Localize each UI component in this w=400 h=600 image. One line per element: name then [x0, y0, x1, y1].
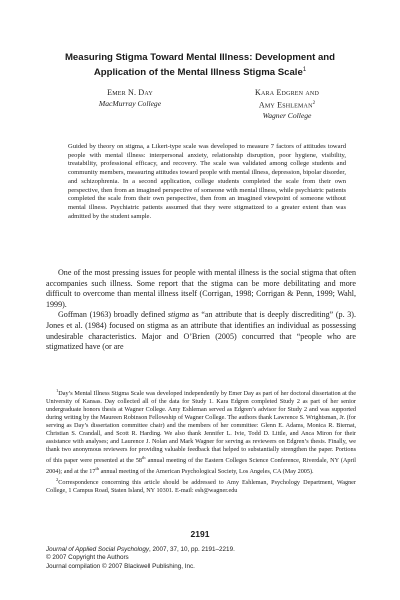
- body-paragraph-2: [46, 310, 356, 352]
- footnote-2: [46, 476, 356, 495]
- footnote-1-text-mid: annual meeting of the Eastern Colleges Science Conference, Riverdale, NY (April 2004); and at the 17: [46, 456, 357, 475]
- author-footnote-mark: 2: [312, 100, 316, 106]
- body-paragraph-2-start: Goffman (1963) broadly defined: [58, 310, 168, 320]
- journal-name: Journal of Applied Social Psychology: [46, 546, 150, 553]
- page-number: 2191: [190, 529, 210, 539]
- compilation-line: Journal compilation © 2007 Blackwell Publishing, Inc.: [46, 562, 195, 570]
- author-block-right: [222, 88, 352, 121]
- abstract: [68, 143, 346, 221]
- copyright-line: © 2007 Copyright the Authors: [46, 554, 129, 562]
- title-line-2-text: Application of the Mental Illness Stigma Scale: [93, 67, 303, 79]
- footnote-2-mark: 2: [56, 476, 59, 482]
- author-name-day: Emer N. Day: [107, 88, 153, 97]
- footnotes: [46, 387, 356, 495]
- author-name-eshleman: Amy Eshleman: [258, 100, 313, 110]
- author-institution-wagner: Wagner College: [262, 110, 312, 120]
- author-block-left: [70, 88, 190, 109]
- journal-citation-details: , 2007, 37, 10, pp. 2191–2219.: [149, 546, 235, 553]
- footnote-2-text: Correspondence concerning this article should be addressed to Amy Eshleman, Psychology Department, Wagner College, 1 Campus Road, Staten Island, NY 10301. E-mail: esh@wagner.edu: [46, 478, 356, 494]
- footnote-1-ordinal-b: th: [95, 465, 100, 471]
- title-line-2: [40, 64, 360, 79]
- author-name-eshleman-line: [222, 99, 352, 111]
- term-stigma: stigma: [167, 310, 190, 320]
- abstract-text: Guided by theory on stigma, a Likert-type scale was developed to measure 7 factors of attitudes toward people with mental illness: interpersonal anxiety, relationship disruption, poor hygiene, visibility, treatability, professional efficacy, and recovery. The scale was validated among college students and community members, measuring attitudes toward people with mental illness, depression, bipolar disorder, and schizophrenia. In a second application, college students completed the scale from their own perspective, then from an imagined perspective of someone with mental illness, while psychiatric patients completed the scale from their own perspective, then from an imagined viewpoint of someone without mental illness. Psychiatric patients assumed that they were stigmatized to a greater extent than was admitted by the student sample.: [68, 143, 346, 220]
- footnote-1-text: Day’s Mental Illness Stigma Scale was developed independently by Emer Day as part of her doctoral dissertation at the University of Kansas. Day collected all of the data for Study 1. Kara Edgren completed Study 2 as part of her senior undergraduate honors thesis at Wagner College. Amy Eshleman served as Edgren’s advisor for Study 2 and was supported during writing by the Maureen Robinson Fellowship of Wagner College. The authors thank Lawrence S. Wrightsman, Jr. (for serving as Day’s dissertation committee chair) and the members of her committee: Glenn E. Adams, Monica R. Biernat, Christian S. Crandall, and Scott R. Harding. We also thank Jennifer L. Ivie, Todd D. Little, and Anca Miron for their assistance with analyses; and Laurence J. Nolan and Mark Wagner for serving as reviewers on Edgren’s thesis. Finally, we thank two anonymous reviewers for providing valuable feedback that helped to substantially strengthen the paper. Portions of this paper were presented at the 58: [46, 390, 356, 464]
- footnote-1-mark: 1: [56, 388, 59, 393]
- footnote-1-ordinal-a: th: [142, 454, 146, 460]
- footnote-1: [46, 387, 356, 476]
- body-text: [46, 268, 356, 353]
- article-title: [40, 52, 360, 79]
- author-name-edgren: Kara Edgren and: [255, 88, 319, 97]
- title-footnote-mark: 1: [302, 67, 307, 73]
- journal-info: [46, 546, 366, 571]
- footnote-1-text-end: annual meeting of the American Psychological Society, Los Angeles, CA (May 2005).: [99, 467, 314, 475]
- body-paragraph-2-rest: as “an attribute that is deeply discrediting” (p. 3). Jones et al. (1984) focused on stigma as an attribute that identifies an individual as possessing undesirable characteristics. Major and O’Brien (2005) concurred that “people who are stigmatized have (or are: [46, 310, 356, 352]
- title-line-1: Measuring Stigma Toward Mental Illness: Development and: [64, 52, 336, 63]
- body-paragraph-1: One of the most pressing issues for people with mental illness is the social stigma that often accompanies such illness. Some report that the stigma can be more debilitating and more difficult to overcome than mental illness itself (Corrigan, 1998; Corrigan & Penn, 1999; Wahl, 1999).: [46, 268, 356, 309]
- author-institution-macmurray: MacMurray College: [98, 98, 162, 108]
